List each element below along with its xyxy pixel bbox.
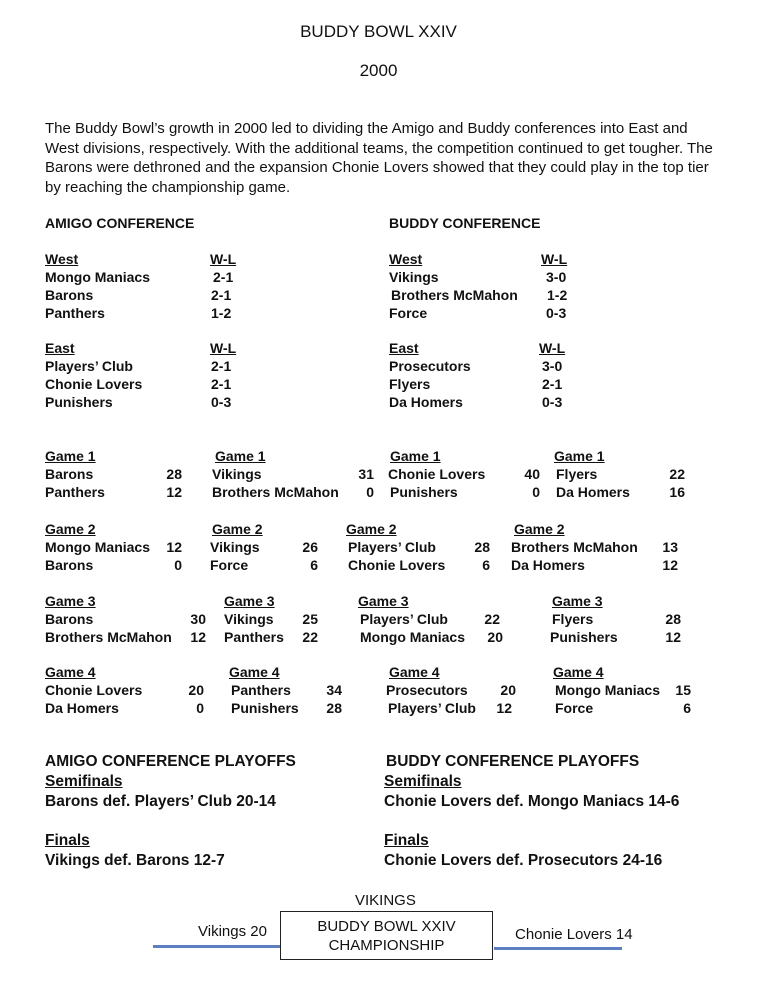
game-team: Punishers: [550, 629, 618, 645]
game-score: 0: [174, 557, 182, 573]
amigo-west-wl-header: W-L: [210, 251, 237, 267]
game-team: Punishers: [390, 484, 458, 500]
game-team: Mongo Maniacs: [555, 682, 661, 698]
amigo-west-label: West: [45, 251, 79, 267]
buddy-finals-label: Finals: [384, 832, 429, 849]
game-label: Game 4: [553, 664, 604, 680]
game-label: Game 3: [45, 593, 96, 609]
game-team: Chonie Lovers: [45, 682, 143, 698]
page-title: BUDDY BOWL XXIV: [300, 22, 457, 41]
standings-record: 0-3: [542, 394, 563, 410]
game-score: 12: [665, 629, 681, 645]
amigo-semifinal-result: Barons def. Players’ Club 20-14: [45, 793, 276, 810]
amigo-final-result: Vikings def. Barons 12-7: [45, 852, 225, 869]
game-label: Game 3: [552, 593, 603, 609]
game-label: Game 2: [212, 521, 263, 537]
buddy-conference-heading: BUDDY CONFERENCE: [389, 215, 541, 231]
buddy-west-label: West: [389, 251, 423, 267]
standings-record: 0-3: [546, 305, 567, 321]
game-label: Game 1: [215, 448, 266, 464]
standings-record: 1-2: [211, 305, 232, 321]
standings-team: Barons: [45, 287, 94, 303]
game-score: 34: [326, 682, 342, 698]
game-team: Force: [210, 557, 249, 573]
game-score: 22: [302, 629, 318, 645]
game-team: Panthers: [224, 629, 284, 645]
game-team: Barons: [45, 557, 94, 573]
standings-record: 1-2: [547, 287, 568, 303]
game-team: Da Homers: [511, 557, 585, 573]
standings-record: 3-0: [542, 358, 563, 374]
championship-box-line1: BUDDY BOWL XXIV: [317, 918, 456, 935]
game-score: 0: [532, 484, 540, 500]
game-score: 20: [500, 682, 516, 698]
game-score: 26: [302, 539, 318, 555]
standings-team: Vikings: [389, 269, 439, 285]
buddy-east-label: East: [389, 340, 419, 356]
standings-team: Panthers: [45, 305, 105, 321]
standings-record: 2-1: [542, 376, 563, 392]
game-label: Game 4: [45, 664, 96, 680]
game-score: 12: [166, 539, 182, 555]
bracket-line-right: [494, 947, 622, 950]
buddy-east-wl-header: W-L: [539, 340, 566, 356]
game-score: 12: [190, 629, 206, 645]
game-team: Panthers: [231, 682, 291, 698]
game-label: Game 1: [554, 448, 605, 464]
game-team: Players’ Club: [360, 611, 448, 627]
amigo-conference-heading: AMIGO CONFERENCE: [45, 215, 195, 231]
game-label: Game 3: [224, 593, 275, 609]
page-year: 2000: [359, 61, 398, 80]
game-label: Game 4: [389, 664, 440, 680]
game-score: 16: [669, 484, 685, 500]
amigo-east-wl-header: W-L: [210, 340, 237, 356]
game-score: 31: [358, 466, 374, 482]
game-score: 22: [484, 611, 500, 627]
game-score: 28: [166, 466, 182, 482]
game-team: Flyers: [556, 466, 598, 482]
game-score: 20: [188, 682, 204, 698]
game-team: Punishers: [231, 700, 299, 716]
intro-paragraph: The Buddy Bowl’s growth in 2000 led to dividing the Amigo and Buddy conferences into East and West divisions, respectively. With the additional teams, the competition continued to get tougher. The Barons were dethroned and the expansion Chonie Lovers showed that they could play in the top tier by reaching the championship game.: [45, 120, 713, 196]
standings-team: Da Homers: [389, 394, 463, 410]
game-team: Mongo Maniacs: [45, 539, 151, 555]
game-score: 28: [474, 539, 490, 555]
game-score: 28: [665, 611, 681, 627]
game-team: Mongo Maniacs: [360, 629, 466, 645]
game-team: Brothers McMahon: [212, 484, 339, 500]
amigo-playoffs-heading: AMIGO CONFERENCE PLAYOFFS: [45, 753, 296, 770]
standings-team: Chonie Lovers: [45, 376, 143, 392]
buddy-semifinals-label: Semifinals: [384, 773, 462, 790]
championship-right-team: Chonie Lovers 14: [515, 926, 633, 943]
game-team: Barons: [45, 611, 94, 627]
game-team: Panthers: [45, 484, 105, 500]
standings-record: 2-1: [211, 376, 232, 392]
buddy-semifinal-result: Chonie Lovers def. Mongo Maniacs 14-6: [384, 793, 680, 810]
game-score: 12: [166, 484, 182, 500]
champion-name: VIKINGS: [355, 892, 416, 909]
game-team: Prosecutors: [386, 682, 468, 698]
game-team: Barons: [45, 466, 94, 482]
game-team: Players’ Club: [388, 700, 476, 716]
standings-team: Mongo Maniacs: [45, 269, 151, 285]
game-label: Game 1: [45, 448, 96, 464]
game-team: Brothers McMahon: [511, 539, 638, 555]
buddy-playoffs-heading: BUDDY CONFERENCE PLAYOFFS: [386, 753, 640, 770]
game-score: 25: [302, 611, 318, 627]
game-label: Game 3: [358, 593, 409, 609]
game-score: 20: [487, 629, 503, 645]
standings-team: Brothers McMahon: [391, 287, 518, 303]
game-team: Force: [555, 700, 594, 716]
game-team: Chonie Lovers: [348, 557, 446, 573]
championship-left-team: Vikings 20: [198, 923, 267, 940]
game-score: 22: [669, 466, 685, 482]
standings-record: 0-3: [211, 394, 232, 410]
game-team: Vikings: [224, 611, 274, 627]
standings-record: 3-0: [546, 269, 567, 285]
game-score: 12: [496, 700, 512, 716]
game-score: 6: [310, 557, 318, 573]
standings-record: 2-1: [211, 287, 232, 303]
game-team: Chonie Lovers: [388, 466, 486, 482]
standings-team: Force: [389, 305, 428, 321]
game-score: 6: [683, 700, 691, 716]
bracket-line-left: [153, 945, 281, 948]
buddy-west-wl-header: W-L: [541, 251, 568, 267]
standings-team: Players’ Club: [45, 358, 133, 374]
game-label: Game 2: [45, 521, 96, 537]
game-label: Game 2: [346, 521, 397, 537]
game-score: 13: [662, 539, 678, 555]
game-team: Flyers: [552, 611, 594, 627]
standings-team: Prosecutors: [389, 358, 471, 374]
game-score: 40: [524, 466, 540, 482]
game-score: 0: [196, 700, 204, 716]
game-label: Game 2: [514, 521, 565, 537]
standings-team: Flyers: [389, 376, 431, 392]
amigo-east-label: East: [45, 340, 75, 356]
game-team: Da Homers: [45, 700, 119, 716]
amigo-semifinals-label: Semifinals: [45, 773, 123, 790]
game-team: Brothers McMahon: [45, 629, 172, 645]
game-score: 0: [366, 484, 374, 500]
game-score: 6: [482, 557, 490, 573]
standings-team: Punishers: [45, 394, 113, 410]
standings-record: 2-1: [213, 269, 234, 285]
game-team: Da Homers: [556, 484, 630, 500]
game-score: 12: [662, 557, 678, 573]
game-team: Players’ Club: [348, 539, 436, 555]
championship-box-line2: CHAMPIONSHIP: [328, 937, 445, 954]
game-label: Game 4: [229, 664, 280, 680]
game-score: 15: [675, 682, 691, 698]
amigo-finals-label: Finals: [45, 832, 90, 849]
game-score: 28: [326, 700, 342, 716]
championship-box: [280, 911, 493, 960]
game-team: Vikings: [210, 539, 260, 555]
standings-record: 2-1: [211, 358, 232, 374]
game-label: Game 1: [390, 448, 441, 464]
buddy-final-result: Chonie Lovers def. Prosecutors 24-16: [384, 852, 663, 869]
game-team: Vikings: [212, 466, 262, 482]
game-score: 30: [190, 611, 206, 627]
